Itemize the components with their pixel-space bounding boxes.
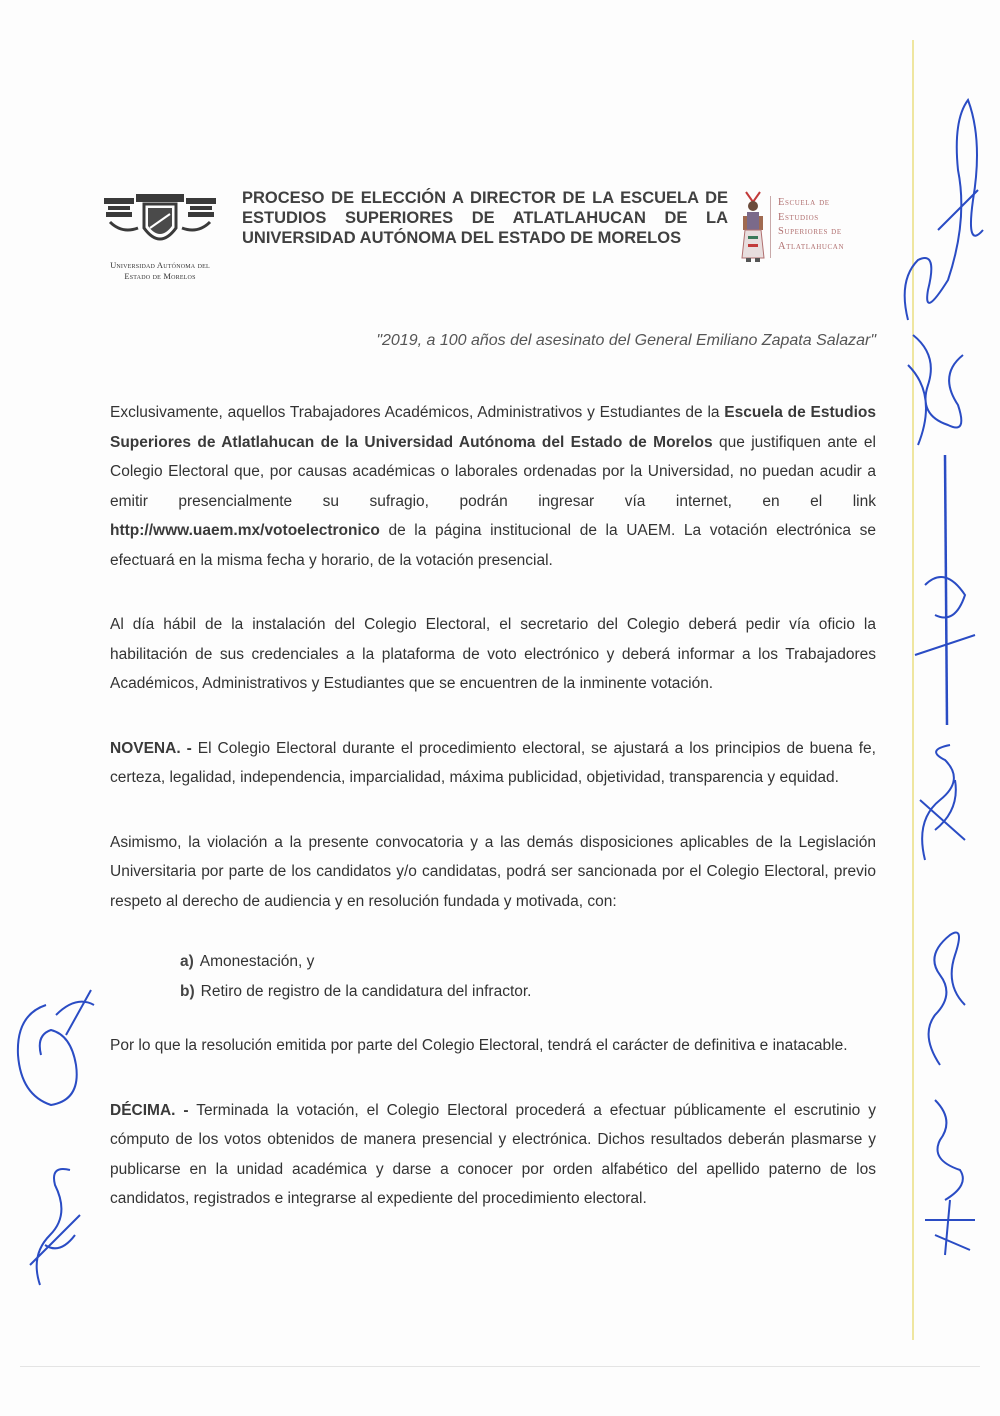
paragraph-resolucion: Por lo que la resolución emitida por parte del Colegio Electoral, tendrá el carácter de definitiva e inatacable. [110, 1037, 848, 1054]
list-item [180, 947, 876, 977]
p1-text-a: Exclusivamente, aquellos Trabajadores Académicos, Administrativos y Estudiantes de la [110, 404, 725, 421]
signature-left-1 [6, 985, 106, 1125]
paragraph-novena [110, 734, 876, 793]
uaem-name-line2: Estado de Morelos [124, 271, 196, 281]
list-marker: a) [180, 953, 194, 970]
school-name [778, 196, 878, 254]
document-body [110, 398, 876, 1249]
school-logo [738, 190, 878, 270]
signature-right-1 [888, 80, 988, 340]
school-line3: Superiores de [778, 226, 842, 237]
school-line2: Estudios [778, 211, 819, 223]
novena-heading: NOVENA. - [110, 739, 192, 757]
list-text: Retiro de registro de la candidatura del infractor. [200, 983, 532, 1000]
p1-text-b: que justifiquen ante el Colegio Electoral que, por causas académicas o laborales ordenadas por la Universidad, no puedan acudir a emitir presencialmente su sufragio, podrán ingresar vía internet, en el link [110, 433, 876, 510]
school-line1: Escuela de [778, 197, 830, 208]
figure-logo-icon [738, 190, 768, 264]
paragraph-sanciones: Asimismo, la violación a la presente convocatoria y a las demás disposiciones aplicables de la Legislación Universitaria por parte de los candidatos y/o candidatas, podrá ser sancionada por el Colegio Electoral, previo respeto al derecho de audiencia y en resolución fundada y motivada, con: [110, 833, 876, 910]
school-logo-divider [770, 196, 771, 258]
novena-text: El Colegio Electoral durante el procedimiento electoral, se ajustará a los principios de buena fe, certeza, legalidad, independencia, imparcialidad, máxima publicidad, objetividad, transparencia y equidad. [110, 739, 876, 786]
paragraph-habilitacion: Al día hábil de la instalación del Colegio Electoral, el secretario del Colegio deberá pedir vía oficio la habilitación de sus credenciales a la plataforma de voto electrónico y deberá informar a los Trabajadores Académicos, Administrativos y Estudiantes que se encuentren de la inminente votación. [110, 616, 876, 692]
signature-left-2 [10, 1155, 90, 1295]
uaem-name-line1: Universidad Autónoma del [110, 260, 210, 270]
signature-right-5 [910, 915, 980, 1075]
signature-right-3 [905, 455, 985, 725]
list-item [180, 977, 876, 1007]
school-line4: Atlatlahucan [778, 240, 845, 252]
footer-rule [20, 1366, 980, 1367]
sanctions-list [180, 947, 876, 1007]
p1-school-name: Escuela de Estudios Superiores de Atlatlahucan de la Universidad Autónoma del Estado de Morelos [110, 404, 877, 451]
header-title: PROCESO DE ELECCIÓN A DIRECTOR DE LA ESCUELA DE ESTUDIOS SUPERIORES DE ATLATLAHUCAN DE LA UNIVERSIDAD AUTÓNOMA DEL ESTADO DE MORELOS [242, 189, 728, 247]
signature-right-4 [905, 740, 980, 870]
p1-text-c: de la página institucional de la UAEM. La votación electrónica se efectuará en la misma fecha y horario, de la votación presencial. [110, 522, 876, 569]
decima-heading: DÉCIMA. - [110, 1101, 189, 1119]
uaem-logo [98, 188, 222, 288]
uaem-caption [98, 260, 222, 282]
list-text: Amonestación, y [199, 953, 315, 970]
motto: "2019, a 100 años del asesinato del General Emiliano Zapata Salazar" [376, 332, 876, 349]
voto-link: http://www.uaem.mx/votoelectronico [110, 522, 380, 539]
paragraph-voto-electronico [110, 398, 876, 575]
uaem-crest-icon [102, 188, 218, 254]
decima-text: Terminada la votación, el Colegio Electoral procederá a efectuar públicamente el escrutinio y cómputo de los votos obtenidos de manera presencial y electrónica. Dichos resultados deberán plasmarse y publicarse en la unidad académica y darse a conocer por orden alfabético del apellido paterno de los candidatos, registrados e integrarse al expediente del procedimiento electoral. [110, 1101, 876, 1207]
signature-right-2 [898, 325, 978, 455]
list-marker: b) [180, 983, 195, 1000]
paragraph-decima [110, 1096, 876, 1214]
signature-right-6 [915, 1090, 985, 1260]
